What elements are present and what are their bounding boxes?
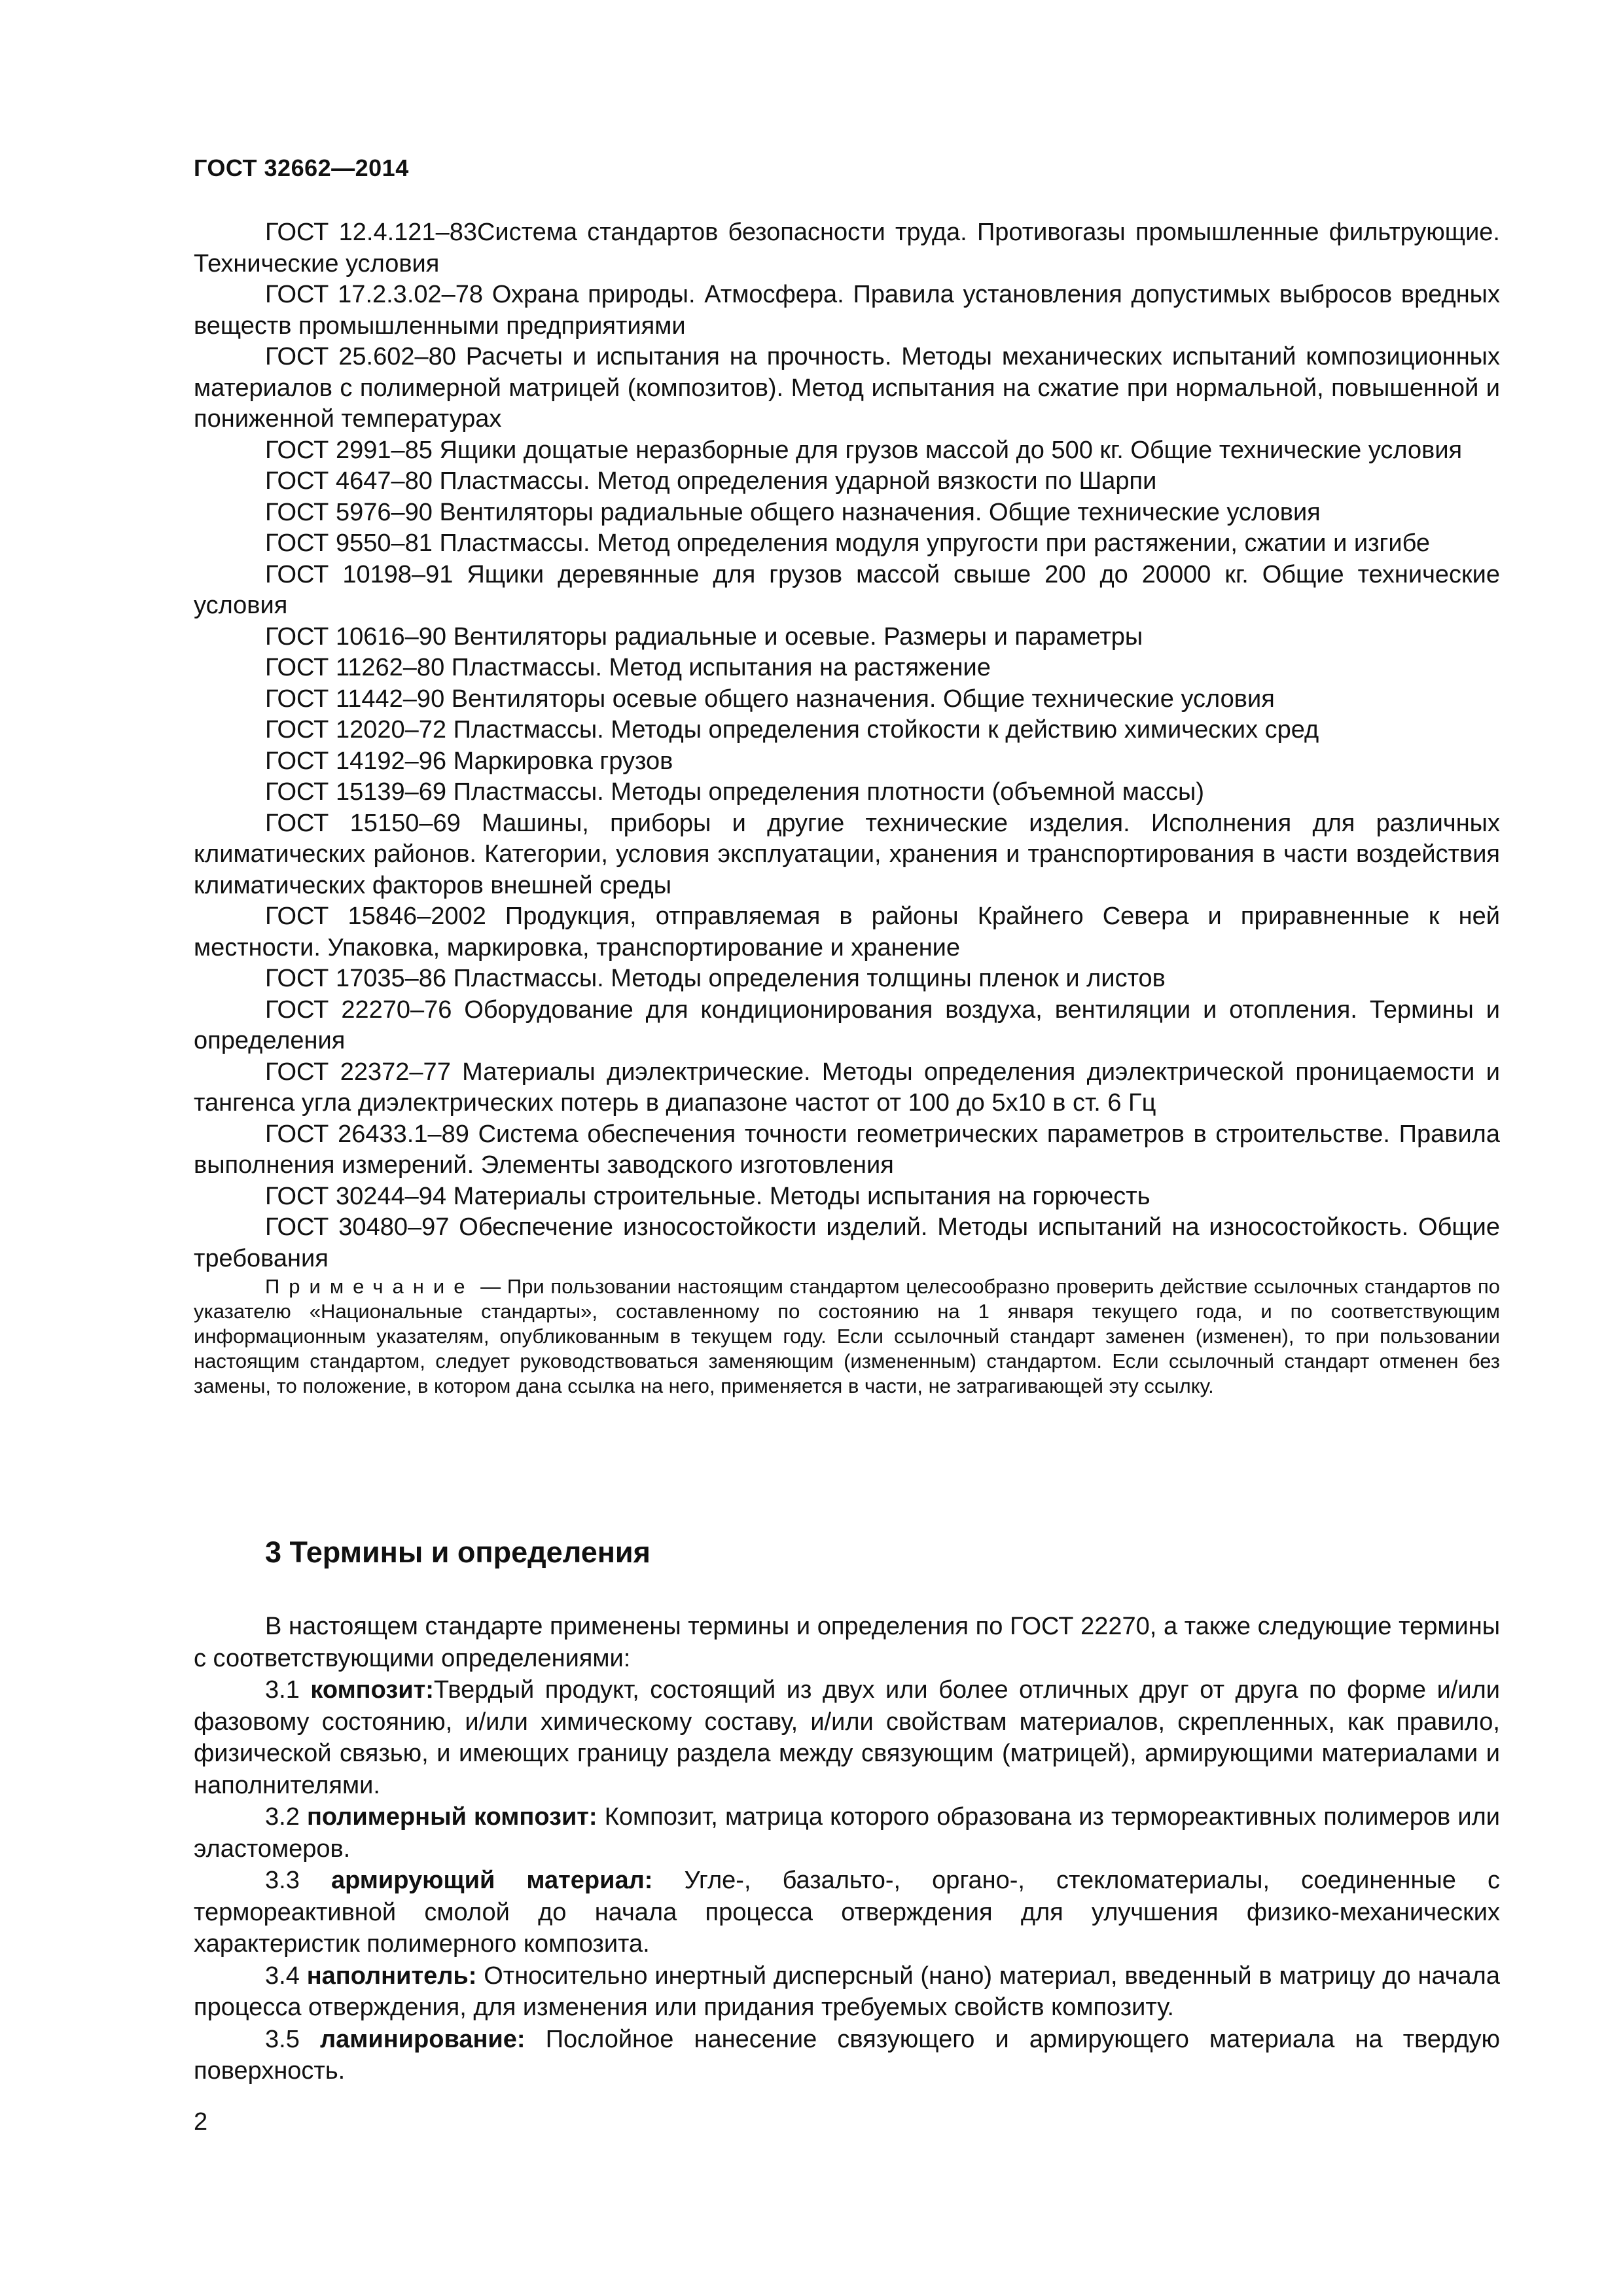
reference-item: ГОСТ 25.602–80 Расчеты и испытания на прочность. Методы механических испытаний композиционных материалов с полимерной матрицей (композитов). Метод испытания на сжатие при нормальной, повышенной и пониженной температурах bbox=[194, 343, 1500, 433]
definition-item bbox=[194, 1865, 1500, 1960]
note-label: Примечание bbox=[265, 1275, 474, 1298]
definition-item bbox=[194, 1960, 1500, 2024]
reference-item: ГОСТ 30244–94 Материалы строительные. Методы испытания на горючесть bbox=[265, 1182, 1150, 1210]
reference-item: ГОСТ 15139–69 Пластмассы. Методы определения плотности (объемной массы) bbox=[265, 778, 1205, 806]
reference-item: ГОСТ 15846–2002 Продукция, отправляемая в районы Крайнего Севера и приравненные к ней местности. Упаковка, маркировка, транспортирование и хранение bbox=[194, 903, 1500, 961]
reference-item: ГОСТ 2991–85 Ящики дощатые неразборные для грузов массой до 500 кг. Общие технические условия bbox=[265, 436, 1463, 464]
definition-term: полимерный композит: bbox=[306, 1803, 597, 1831]
section-title: 3 Термины и определения bbox=[265, 1535, 651, 1569]
reference-item: ГОСТ 5976–90 Вентиляторы радиальные общего назначения. Общие технические условия bbox=[265, 498, 1321, 526]
definitions-list bbox=[194, 1611, 1500, 2087]
normative-references-list bbox=[194, 217, 1500, 1399]
definition-item bbox=[194, 1674, 1500, 1801]
reference-item: ГОСТ 17.2.3.02–78 Охрана природы. Атмосфера. Правила установления допустимых выбросов вредных веществ промышленными предприятиями bbox=[194, 281, 1500, 340]
reference-item: ГОСТ 26433.1–89 Система обеспечения точности геометрических параметров в строительстве. Правила выполнения измерений. Элементы заводского изготовления bbox=[194, 1120, 1500, 1179]
reference-item: ГОСТ 22372–77 Материалы диэлектрические. Методы определения диэлектрической проницаемости и тангенса угла диэлектрических потерь в диапазоне частот от 100 до 5х10 в ст. 6 Гц bbox=[194, 1058, 1500, 1117]
reference-item: ГОСТ 9550–81 Пластмассы. Метод определения модуля упругости при растяжении, сжатии и изгибе bbox=[265, 529, 1431, 557]
reference-item: ГОСТ 10616–90 Вентиляторы радиальные и осевые. Размеры и параметры bbox=[265, 622, 1143, 651]
definition-text: Твердый продукт, состоящий из двух или более отличных друг от друга по форме и/или фазовому состоянию, и/или химическому составу, и/или свойствам материалов, скрепленных, как правило, физической связью, и имеющих границу раздела между связующим (матрицей), армирующими материалами и наполнителями. bbox=[194, 1676, 1500, 1799]
definition-number: 3.2 bbox=[265, 1803, 307, 1831]
note-paragraph bbox=[194, 1274, 1500, 1399]
definition-term: армирующий материал: bbox=[330, 1867, 653, 1894]
reference-item: ГОСТ 15150–69 Машины, приборы и другие технические изделия. Исполнения для различных климатических районов. Категории, условия эксплуатации, хранения и транспортирования в части воздействия климатических факторов внешней среды bbox=[194, 809, 1500, 899]
reference-item: ГОСТ 12.4.121–83Система стандартов безопасности труда. Противогазы промышленные фильтрующие. Технические условия bbox=[194, 219, 1500, 278]
definition-item bbox=[194, 1801, 1500, 1865]
note-text: — При пользовании настоящим стандартом целесообразно проверить действие ссылочных стандартов по указателю «Национальные стандарты», составленному по состоянию на 1 января текущего года, и по соответствующим информационным указателям, опубликованным в текущем году. Если ссылочный стандарт заменен (изменен), то при пользовании настоящим стандартом, следует руководствоваться заменяющим (измененным) стандартом. Если ссылочный стандарт отменен без замены, то положение, в котором дана ссылка на него, применяется в части, не затрагивающей эту ссылку. bbox=[194, 1275, 1500, 1397]
definition-number: 3.5 bbox=[265, 2025, 320, 2053]
section-intro: В настоящем стандарте применены термины и определения по ГОСТ 22270, а также следующие термины с соответствующими определениями: bbox=[194, 1613, 1500, 1672]
definition-number: 3.1 bbox=[265, 1676, 311, 1704]
reference-item: ГОСТ 22270–76 Оборудование для кондиционирования воздуха, вентиляции и отопления. Термины и определения bbox=[194, 996, 1500, 1054]
definition-term: наполнитель: bbox=[306, 1962, 477, 1990]
reference-item: ГОСТ 14192–96 Маркировка грузов bbox=[265, 747, 673, 775]
document-header: ГОСТ 32662—2014 bbox=[194, 154, 409, 181]
definition-term: композит: bbox=[310, 1676, 434, 1704]
definition-item bbox=[194, 2024, 1500, 2087]
definition-text: Относительно инертный дисперсный (нано) материал, введенный в матрицу до начала процесса отверждения, для изменения или придания требуемых свойств композиту. bbox=[194, 1962, 1500, 2021]
reference-item: ГОСТ 11442–90 Вентиляторы осевые общего назначения. Общие технические условия bbox=[265, 685, 1275, 713]
reference-item: ГОСТ 17035–86 Пластмассы. Методы определения толщины пленок и листов bbox=[265, 965, 1166, 992]
reference-item: ГОСТ 12020–72 Пластмассы. Методы определения стойкости к действию химических сред bbox=[265, 716, 1319, 744]
reference-item: ГОСТ 4647–80 Пластмассы. Метод определения ударной вязкости по Шарпи bbox=[265, 467, 1157, 495]
definition-text: Послойное нанесение связующего и армирующего материала на твердую поверхность. bbox=[194, 2025, 1500, 2085]
definition-number: 3.3 bbox=[265, 1867, 331, 1894]
page-number: 2 bbox=[194, 2108, 208, 2136]
reference-item: ГОСТ 30480–97 Обеспечение износостойкости изделий. Методы испытаний на износостойкость. Общие требования bbox=[194, 1213, 1500, 1272]
reference-item: ГОСТ 10198–91 Ящики деревянные для грузов массой свыше 200 до 20000 кг. Общие технические условия bbox=[194, 560, 1500, 619]
definition-number: 3.4 bbox=[265, 1962, 307, 1990]
definition-text: Композит, матрица которого образована из термореактивных полимеров или эластомеров. bbox=[194, 1803, 1500, 1863]
reference-item: ГОСТ 11262–80 Пластмассы. Метод испытания на растяжение bbox=[265, 654, 991, 681]
definition-term: ламинирование: bbox=[319, 2025, 526, 2053]
definition-text: Угле-, базальто-, органо-, стекломатериалы, соединенные с термореактивной смолой до начала процесса отверждения для улучшения физико-механических характеристик полимерного композита. bbox=[194, 1867, 1500, 1958]
